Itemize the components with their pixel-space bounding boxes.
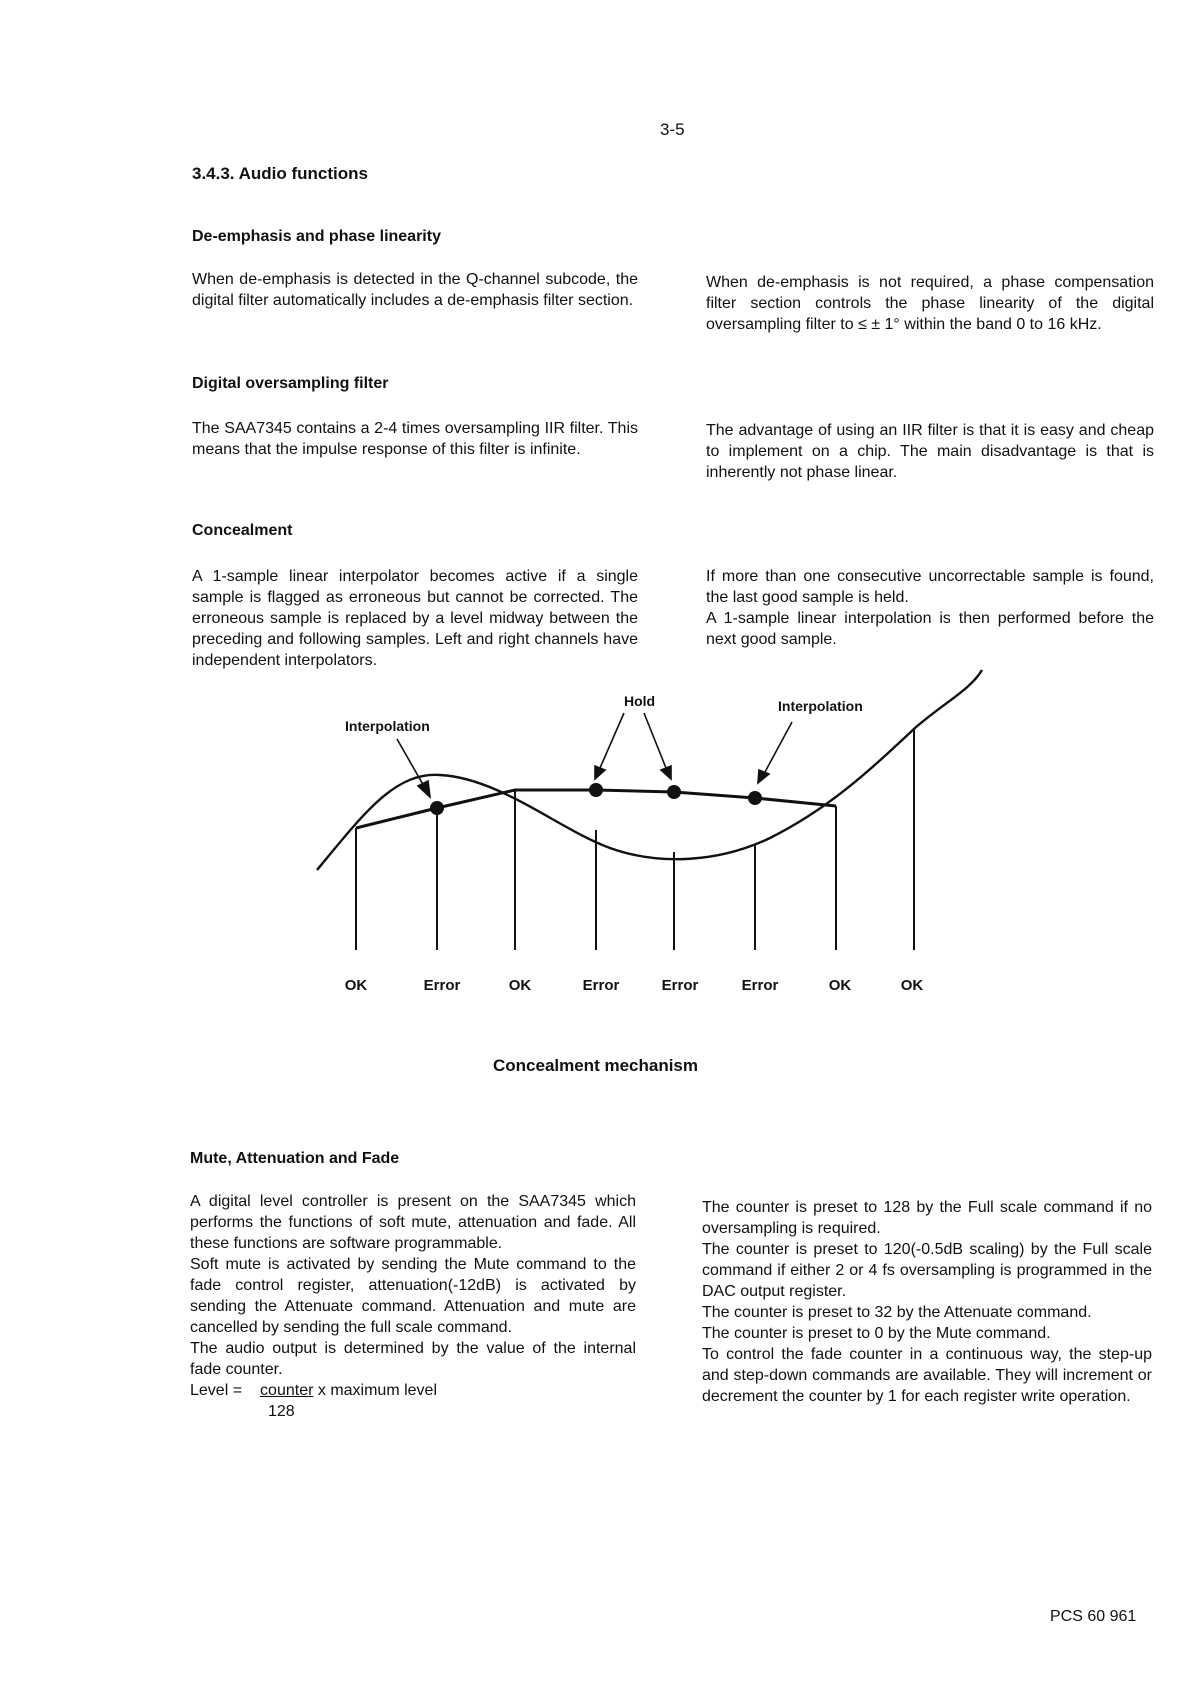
dot-held-1 bbox=[589, 783, 603, 797]
sample-label-1: OK bbox=[344, 977, 368, 994]
sample-label-3: OK bbox=[508, 977, 532, 994]
label-interpolation-right: Interpolation bbox=[778, 698, 863, 714]
arrow-hold-right-line bbox=[644, 713, 666, 768]
deemphasis-left-text: When de-emphasis is detected in the Q-channel subcode, the digital filter automatically includes a de-emphasis filter section. bbox=[192, 271, 638, 309]
level-formula bbox=[190, 1380, 636, 1401]
sample-label-8: OK bbox=[900, 977, 924, 994]
mute-right-text-4: The counter is preset to 0 by the Mute command. bbox=[702, 1325, 1051, 1342]
mute-left-block bbox=[190, 1191, 636, 1422]
arrow-hold-left-head bbox=[595, 766, 605, 779]
dot-interpolated-2 bbox=[748, 791, 762, 805]
formula-fraction bbox=[260, 1380, 437, 1401]
dot-interpolated-1 bbox=[430, 801, 444, 815]
formula-lhs: Level = bbox=[190, 1382, 243, 1399]
label-interpolation-left: Interpolation bbox=[345, 718, 430, 734]
sample-label-2: Error bbox=[423, 977, 461, 994]
footer-code: PCS 60 961 bbox=[1050, 1608, 1137, 1625]
formula-numerator: counter bbox=[260, 1382, 314, 1399]
arrow-interp-right-head bbox=[758, 770, 769, 783]
sample-label-7: OK bbox=[828, 977, 852, 994]
oversampling-heading: Digital oversampling filter bbox=[192, 375, 389, 392]
formula-denominator: 128 bbox=[268, 1403, 295, 1420]
concealment-heading: Concealment bbox=[192, 522, 293, 539]
oversampling-right-text: The advantage of using an IIR filter is that it is easy and cheap to implement on a chip. The main disadvantage is that is inherently not phase linear. bbox=[706, 422, 1154, 481]
deemphasis-right-text: When de-emphasis is not required, a phase compensation filter section controls the phase linearity of the digital oversampling filter to ≤ ± 1° within the band 0 to 16 kHz. bbox=[706, 274, 1154, 333]
formula-rest: x maximum level bbox=[317, 1382, 438, 1399]
concealment-right-text-1: If more than one consecutive uncorrectable sample is found, the last good sample is held. bbox=[706, 568, 1154, 606]
mute-right-text-1: The counter is preset to 128 by the Full scale command if no oversampling is required. bbox=[702, 1199, 1152, 1237]
dot-held-2 bbox=[667, 785, 681, 799]
mute-left-text-2: Soft mute is activated by sending the Mute command to the fade control register, attenuation(-12dB) is activated by sending the Attenuate command. Attenuation and mute are cancelled by sending the full scale command. bbox=[190, 1256, 636, 1336]
sample-label-5: Error bbox=[661, 977, 699, 994]
mute-right-text-2: The counter is preset to 120(-0.5dB scaling) by the Full scale command if either 2 or 4 fs oversampling is programmed in the DAC output register. bbox=[702, 1241, 1152, 1300]
figure-caption: Concealment mechanism bbox=[492, 1056, 698, 1075]
mute-left-text-1: A digital level controller is present on the SAA7345 which performs the functions of soft mute, attenuation and fade. All these functions are software programmable. bbox=[190, 1193, 636, 1252]
section-title: 3.4.3. Audio functions bbox=[192, 164, 368, 183]
concealment-right-text-2: A 1-sample linear interpolation is then performed before the next good sample. bbox=[706, 610, 1154, 648]
sample-stems bbox=[356, 730, 914, 950]
page-number: 3-5 bbox=[660, 120, 685, 139]
formula-top-row bbox=[260, 1380, 437, 1401]
sample-label-4: Error bbox=[582, 977, 620, 994]
concealment-left-text: A 1-sample linear interpolator becomes active if a single sample is flagged as erroneous but cannot be corrected. The erroneous sample is replaced by a level midway between the preceding and following samples. Left and right channels have independent interpolators. bbox=[192, 568, 638, 669]
mute-heading: Mute, Attenuation and Fade bbox=[190, 1150, 400, 1167]
mute-right-block bbox=[702, 1197, 1152, 1407]
arrow-hold-left-line bbox=[600, 713, 624, 768]
arrow-hold-right-head bbox=[661, 766, 671, 779]
mute-right-text-5: To control the fade counter in a continuous way, the step-up and step-down commands are available. They will increment or decrement the counter by 1 for each register write operation. bbox=[702, 1346, 1152, 1405]
mute-right-text-3: The counter is preset to 32 by the Attenuate command. bbox=[702, 1304, 1092, 1321]
arrow-interp-right-line bbox=[765, 722, 792, 772]
sample-label-6: Error bbox=[741, 977, 779, 994]
deemphasis-heading: De-emphasis and phase linearity bbox=[192, 228, 441, 245]
mute-left-text-3: The audio output is determined by the value of the internal fade counter. bbox=[190, 1340, 636, 1378]
label-hold: Hold bbox=[624, 693, 656, 709]
oversampling-left-text: The SAA7345 contains a 2-4 times oversampling IIR filter. This means that the impulse response of this filter is infinite. bbox=[192, 420, 638, 458]
arrow-interp-left-head bbox=[418, 781, 430, 797]
